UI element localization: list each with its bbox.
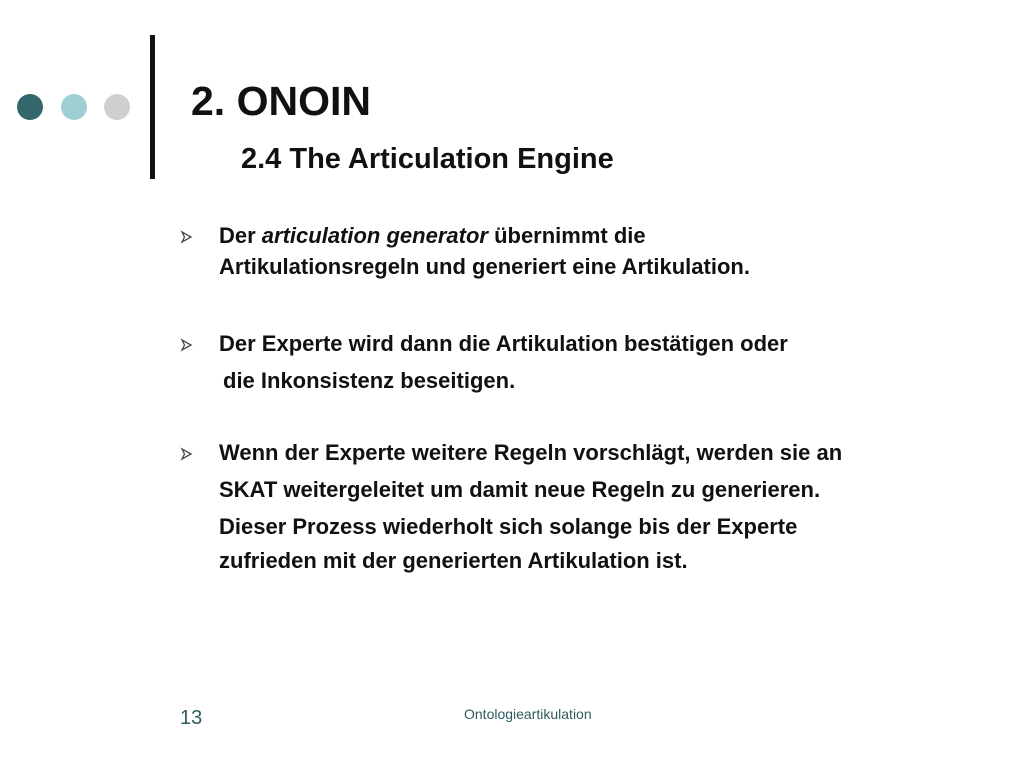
bullet-line <box>219 220 980 251</box>
bullet-line: Wenn der Experte weitere Regeln vorschlägt, werden sie an <box>219 440 843 465</box>
decorative-dot-light-icon <box>61 94 87 120</box>
bullet-text-suffix: übernimmt die <box>487 223 646 248</box>
bullet-line: Der Experte wird dann die Artikulation bestätigen oder <box>219 331 788 356</box>
decorative-dot-dark-icon <box>17 94 43 120</box>
bullet-line: zufrieden mit der generierten Artikulation ist. <box>219 548 688 573</box>
bullet-item <box>180 434 980 576</box>
arrow-bullet-icon <box>180 338 194 352</box>
slide-subtitle: 2.4 The Articulation Engine <box>241 143 614 175</box>
title-divider <box>150 35 155 179</box>
slide-body <box>180 220 980 576</box>
bullet-item <box>180 220 980 282</box>
bullet-item <box>180 325 980 399</box>
bullet-line: die Inkonsistenz beseitigen. <box>223 368 516 393</box>
decorative-dot-gray-icon <box>104 94 130 120</box>
bullet-line: Dieser Prozess wiederholt sich solange bis der Experte <box>219 514 798 539</box>
arrow-bullet-icon <box>180 230 194 244</box>
arrow-bullet-icon <box>180 447 194 461</box>
slide-title: 2. ONOIN <box>191 78 371 124</box>
bullet-text-prefix: Der <box>219 223 262 248</box>
bullet-line: Artikulationsregeln und generiert eine Artikulation. <box>219 254 750 279</box>
bullet-text-emphasis: articulation generator <box>261 223 488 248</box>
footer-title: Ontologieartikulation <box>464 706 592 722</box>
page-number: 13 <box>180 707 203 729</box>
bullet-line: SKAT weitergeleitet um damit neue Regeln zu generieren. <box>219 477 821 502</box>
